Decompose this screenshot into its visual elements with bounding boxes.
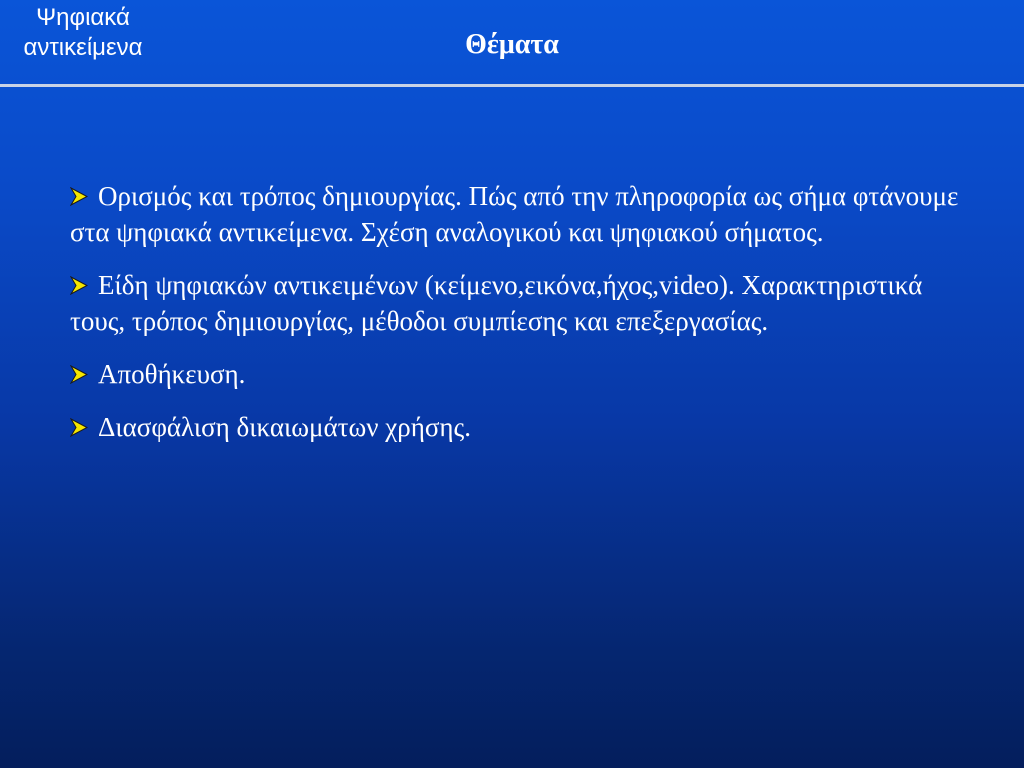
bullet-text: Διασφάλιση δικαιωμάτων χρήσης. — [98, 412, 471, 442]
list-item — [70, 267, 970, 339]
arrowhead-bullet-icon — [70, 187, 88, 206]
section-label-line-2: αντικείμενα — [23, 34, 143, 61]
bullet-text: Αποθήκευση. — [98, 359, 246, 389]
slide-title: Θέματα — [465, 29, 559, 60]
section-label-line-1: Ψηφιακά — [36, 4, 130, 31]
topic-list — [70, 178, 970, 462]
list-item — [70, 356, 970, 392]
list-item — [70, 409, 970, 445]
title-divider — [0, 84, 1024, 87]
arrowhead-bullet-icon — [70, 276, 88, 295]
bullet-text: Είδη ψηφιακών αντικειμένων (κείμενο,εικόνα,ήχος,video). Χαρακτηριστικά τους, τρόπος δημιουργίας, μέθοδοι συμπίεσης και επεξεργασίας. — [70, 270, 923, 336]
arrowhead-bullet-icon — [70, 365, 88, 384]
list-item — [70, 178, 970, 250]
bullet-text: Ορισμός και τρόπος δημιουργίας. Πώς από την πληροφορία ως σήμα φτάνουμε στα ψηφιακά αντικείμενα. Σχέση αναλογικού και ψηφιακού σήματος. — [70, 181, 959, 247]
arrowhead-bullet-icon — [70, 418, 88, 437]
